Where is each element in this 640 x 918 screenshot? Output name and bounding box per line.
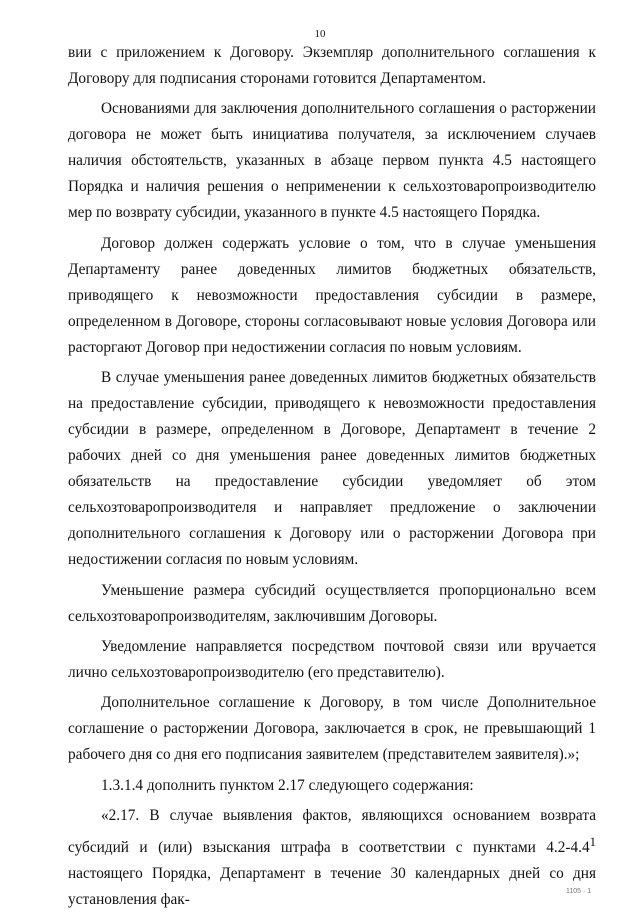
paragraph-clause-2-17 — [68, 803, 596, 913]
paragraph-amendment-item: 1.3.1.4 дополнить пунктом 2.17 следующего содержания: — [101, 776, 474, 794]
clause-text-end: настоящего Порядка, Департамент в течение 30 календарных дней со дня установления фак- — [68, 865, 596, 909]
clause-text-start: «2.17. В случае выявления фактов, являющихся основанием возврата субсидий и (или) взыскания штрафа в соответствии с пунктами 4.2-4.4 — [68, 807, 596, 857]
footer-mark: 1105 · 1 — [566, 888, 592, 895]
paragraph-termination-grounds: Основаниями для заключения дополнительного соглашения о расторжении договора не может быть инициатива получателя, за исключением случаев наличия обстоятельств, указанных в абзаце первом пункта 4.5 настоящего Порядка и наличия решения о неприменении к сельхозтоваропроизводителю мер по возврату субсидии, указанного в пункте 4.5 настоящего Порядка. — [68, 100, 596, 222]
page-number: 10 — [314, 28, 326, 40]
paragraph-limits-reduction: В случае уменьшения ранее доведенных лимитов бюджетных обязательств на предоставление субсидии, приводящего к невозможности предоставления субсидии в размере, определенном в Договоре, Департамент в течение 2 рабочих дней со дня уменьшения ранее доведенных лимитов бюджетных обязательств на предоставление субсидии уведомляет об этом сельхозтоваропроизводителя и направляет предложение о заключении дополнительного соглашения к Договору или о расторжении Договора при недостижении согласия по новым условиям. — [68, 369, 596, 569]
document-body — [68, 40, 596, 918]
paragraph-notification: Уведомление направляется посредством почтовой связи или вручается лично сельхозтоваропроизводителю (его представителю). — [68, 637, 596, 681]
paragraph-contract-condition: Договор должен содержать условие о том, что в случае уменьшения Департаменту ранее доведенных лимитов бюджетных обязательств, приводящего к невозможности предоставления субсидии в размере, определенном в Договоре, стороны согласовывают новые условия Договора или расторгают Договор при недостижении согласия по новым условиям. — [68, 234, 596, 356]
footnote-mark: 1 — [589, 835, 596, 850]
paragraph-additional-agreement: Дополнительное соглашение к Договору, в том числе Дополнительное соглашение о расторжении Договора, заключается в срок, не превышающий 1 рабочего дня со дня его подписания заявителем (представителем заявителя).»; — [68, 694, 596, 764]
paragraph-continuation: вии с приложением к Договору. Экземпляр дополнительного соглашения к Договору для подписания сторонами готовится Департаментом. — [68, 44, 596, 87]
paragraph-proportional-reduction: Уменьшение размера субсидий осуществляется пропорционально всем сельхозтоваропроизводителям, заключившим Договоры. — [68, 581, 596, 625]
